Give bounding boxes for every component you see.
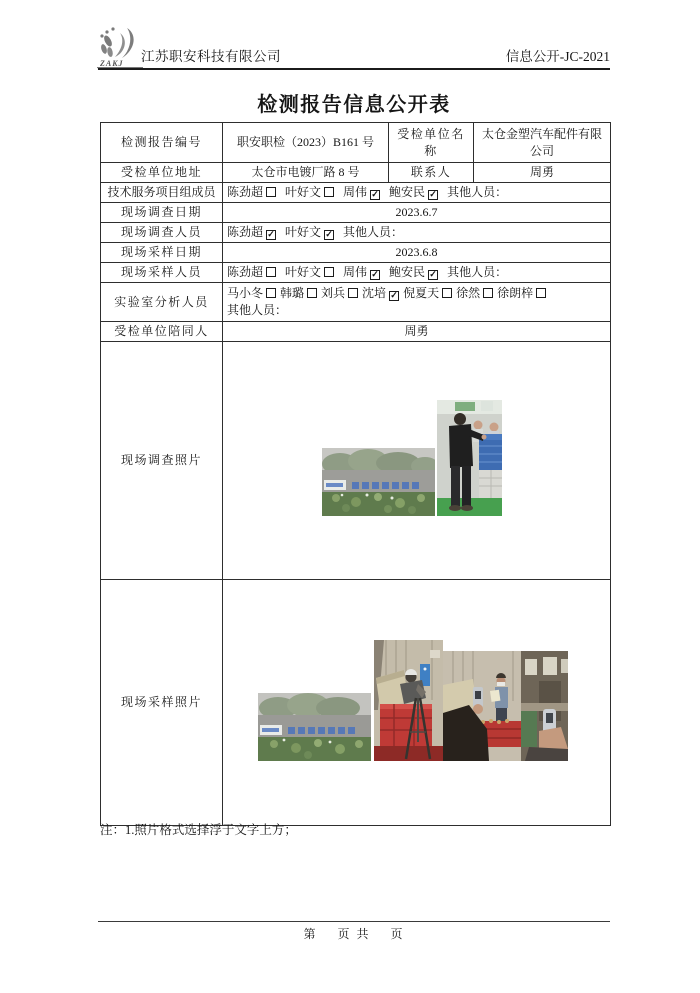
member-name: 沈培 ✓ — [362, 286, 398, 300]
lab-members-line1 — [227, 285, 606, 302]
table-row — [101, 243, 611, 263]
survey-date-value: 2023.6.7 — [223, 203, 611, 223]
checkbox-icon[interactable] — [442, 288, 452, 298]
sampling-date-value: 2023.6.8 — [223, 243, 611, 263]
checkbox-icon[interactable] — [307, 288, 317, 298]
member-name: 周伟 ✓ — [343, 185, 379, 199]
checkbox-checked-icon[interactable]: ✓ — [267, 229, 275, 239]
member-name: 马小冬 — [227, 286, 276, 300]
contact-value: 周勇 — [474, 163, 611, 183]
checkbox-icon[interactable] — [348, 288, 358, 298]
member-name: 刘兵 — [321, 286, 358, 300]
member-extra-label: 其他人员： — [447, 185, 508, 199]
tech-members-value — [223, 183, 611, 203]
report-no-label: 检测报告编号 — [101, 123, 223, 163]
member-name: 韩璐 — [280, 286, 317, 300]
checkbox-checked-icon[interactable]: ✓ — [390, 290, 398, 300]
table-row — [101, 580, 611, 826]
survey-date-label: 现场调查日期 — [101, 203, 223, 223]
header-rule — [98, 68, 610, 70]
lab-members-line2 — [227, 302, 606, 319]
footer-rule — [98, 921, 610, 922]
table-row — [101, 203, 611, 223]
member-name: 周伟 ✓ — [343, 265, 379, 279]
survey-members-label: 现场调查人员 — [101, 223, 223, 243]
company-name: 江苏职安科技有限公司 — [141, 49, 281, 64]
table-row — [101, 322, 611, 342]
member-extra-label: 其他人员： — [227, 303, 288, 317]
sampling-date-label: 现场采样日期 — [101, 243, 223, 263]
table-row — [101, 283, 611, 322]
svg-text:ZAKJ: ZAKJ — [100, 59, 124, 68]
factory-gate-photo — [322, 448, 435, 516]
member-name: 陈劲超 — [227, 265, 276, 279]
tripod-sampling-photo — [374, 640, 443, 761]
escort-label: 受检单位陪同人 — [101, 322, 223, 342]
checkbox-icon[interactable] — [536, 288, 546, 298]
footnote: 注：1.照片格式选择浮于文字上方； — [100, 823, 297, 837]
table-row — [101, 123, 611, 163]
lab-members-value — [223, 283, 611, 322]
unit-addr-value: 太仓市电镀厂路 8 号 — [223, 163, 389, 183]
survey-members-value — [223, 223, 611, 243]
page-title: 检测报告信息公开表 — [257, 94, 451, 116]
document-code: 信息公开-JC-2021 — [505, 49, 610, 64]
checkbox-icon[interactable] — [266, 288, 276, 298]
sampling-members-value — [223, 263, 611, 283]
survey-photos-label: 现场调查照片 — [101, 342, 223, 580]
table-row — [101, 223, 611, 243]
unit-name-value: 太仓金塑汽车配件有限公司 — [474, 123, 611, 163]
checkbox-icon[interactable] — [324, 187, 334, 197]
member-name: 叶好文 ✓ — [285, 225, 333, 239]
unit-addr-label: 受检单位地址 — [101, 163, 223, 183]
member-name: 徐朗梓 — [497, 286, 546, 300]
checkbox-checked-icon[interactable]: ✓ — [371, 269, 379, 279]
member-name: 鲍安民 ✓ — [389, 265, 437, 279]
checkbox-icon[interactable] — [483, 288, 493, 298]
unit-name-label: 受检单位名称 — [389, 123, 474, 163]
table-row — [101, 183, 611, 203]
member-name: 叶好文 — [285, 265, 334, 279]
member-name: 陈劲超 — [227, 185, 276, 199]
page-number-text: 第 页 共 页 — [303, 927, 405, 941]
checkbox-checked-icon[interactable]: ✓ — [429, 269, 437, 279]
sampling-photos-label: 现场采样照片 — [101, 580, 223, 826]
checkbox-checked-icon[interactable]: ✓ — [371, 189, 379, 199]
member-extra-label: 其他人员： — [343, 225, 404, 239]
member-name: 倪夏天 — [403, 286, 452, 300]
lab-members-label: 实验室分析人员 — [101, 283, 223, 322]
checkbox-icon[interactable] — [266, 187, 276, 197]
table-row — [101, 342, 611, 580]
escort-value: 周勇 — [223, 322, 611, 342]
tech-members-label: 技术服务项目组成员 — [101, 183, 223, 203]
checkbox-icon[interactable] — [324, 267, 334, 277]
factory-gate-photo — [257, 693, 372, 761]
member-name: 徐然 — [456, 286, 493, 300]
member-name: 鲍安民 ✓ — [389, 185, 437, 199]
company-logo-icon — [97, 25, 143, 69]
table-row — [101, 163, 611, 183]
checkbox-checked-icon[interactable]: ✓ — [325, 229, 333, 239]
report-no-value: 职安职检（2023）B161 号 — [223, 123, 389, 163]
warehouse-blue-crates-photo — [437, 400, 502, 516]
workshop-sampling-photo — [443, 651, 568, 761]
report-info-table — [100, 122, 611, 826]
sampling-members-label: 现场采样人员 — [101, 263, 223, 283]
member-extra-label: 其他人员： — [447, 265, 508, 279]
contact-label: 联系人 — [389, 163, 474, 183]
checkbox-checked-icon[interactable]: ✓ — [429, 189, 437, 199]
sampling-photos-cell — [223, 580, 611, 826]
survey-photos-cell — [223, 342, 611, 580]
member-name: 叶好文 — [285, 185, 334, 199]
table-row — [101, 263, 611, 283]
checkbox-icon[interactable] — [266, 267, 276, 277]
member-name: 陈劲超 ✓ — [227, 225, 275, 239]
